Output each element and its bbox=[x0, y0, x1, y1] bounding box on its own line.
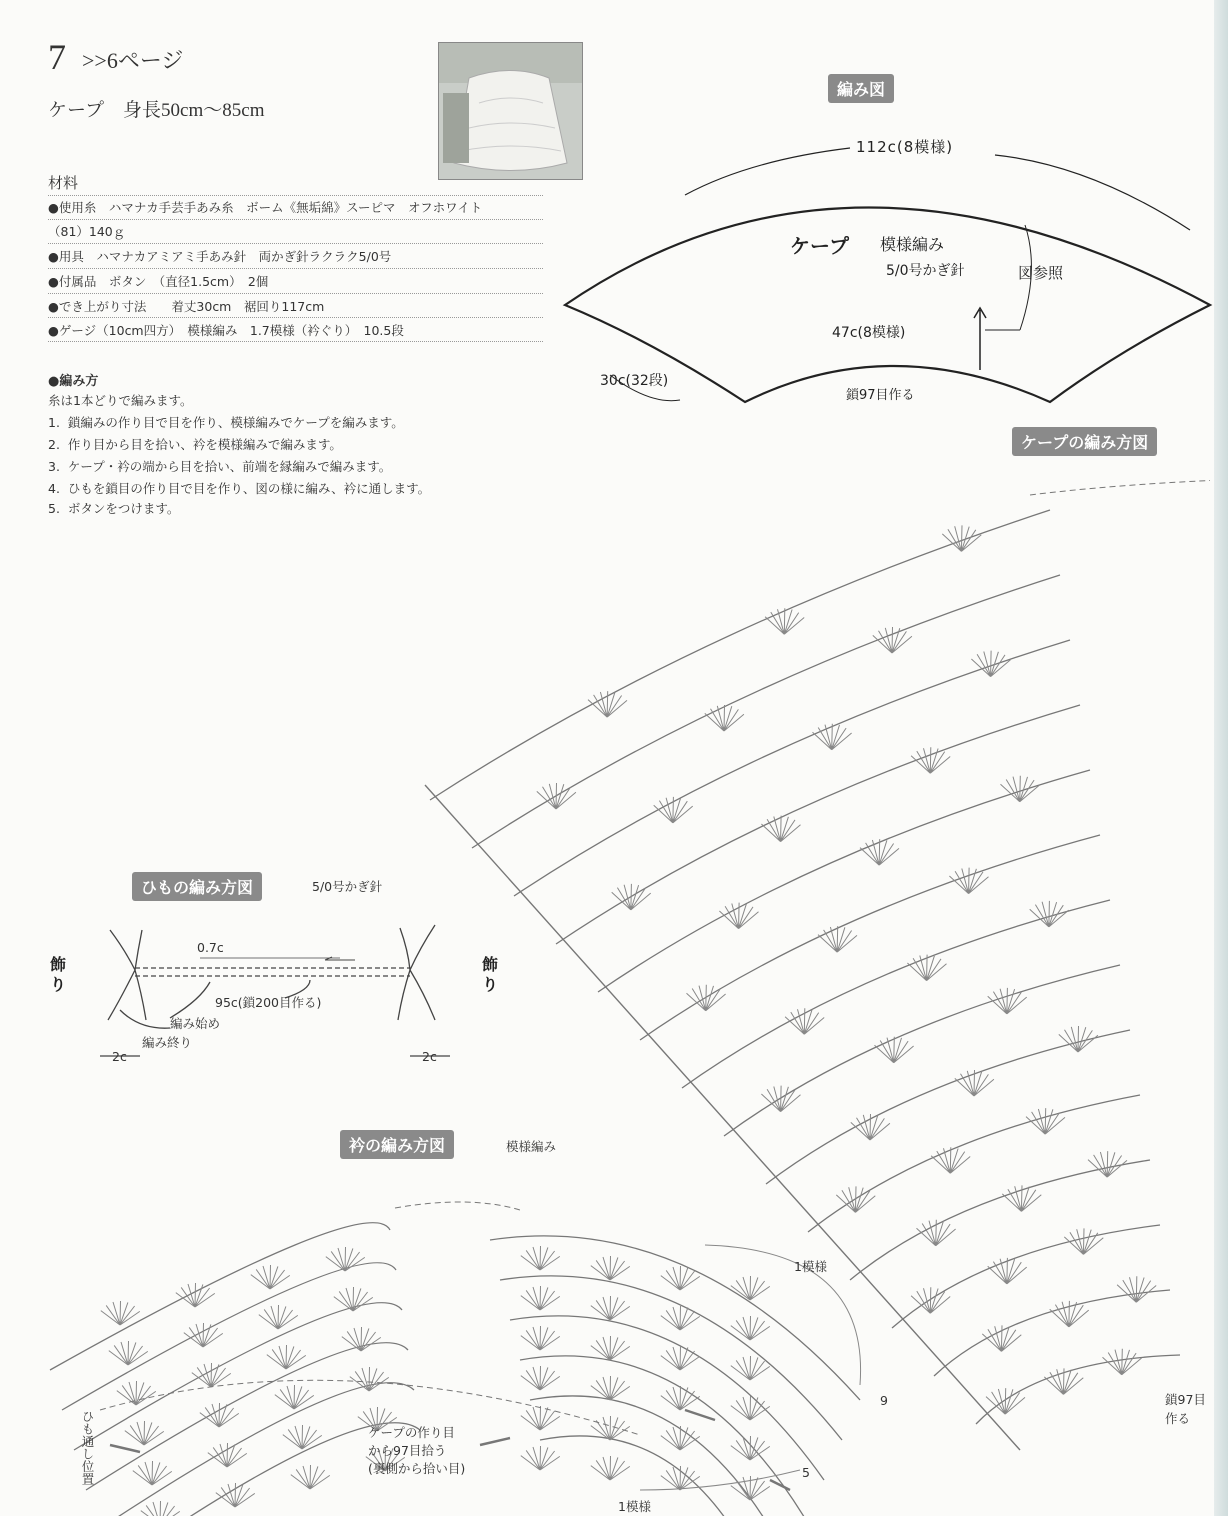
method-line: 1. 鎖編みの作り目で目を作り、模様編みでケープを編みます。 bbox=[48, 415, 404, 430]
cord-left-size: 2c bbox=[112, 1049, 127, 1064]
pattern-label: 模様編み bbox=[880, 235, 945, 254]
collar-pattern-label: 模様編み bbox=[506, 1139, 557, 1154]
page-subtitle: ケープ 身長50cm～85cm bbox=[48, 100, 265, 121]
cord-position-label: ひも通し位置 bbox=[80, 1410, 95, 1485]
materials-row: ●用具 ハマナカアミアミ手あみ針 両かぎ針ラクラク5/0号 bbox=[48, 249, 392, 264]
divider bbox=[48, 317, 543, 318]
method-title: ●編み方 bbox=[48, 374, 99, 389]
foundation-label: 鎖97目作る bbox=[846, 388, 915, 403]
collar-repeat-bottom: 1模様 bbox=[618, 1499, 651, 1514]
materials-row: ●付属品 ボタン （直径1.5cm） 2個 bbox=[48, 274, 269, 289]
divider bbox=[48, 341, 543, 342]
divider bbox=[48, 293, 543, 294]
method-line: 糸は1本どりで編みます。 bbox=[48, 393, 193, 408]
cape-foundation-label-1: 鎖97目 bbox=[1165, 1392, 1206, 1407]
materials-row: ●でき上がり寸法 着丈30cm 裾回り117cm bbox=[48, 299, 325, 314]
collar-row-5: 5 bbox=[802, 1465, 810, 1480]
divider bbox=[48, 268, 543, 269]
collar-chart-badge: 衿の編み方図 bbox=[340, 1130, 454, 1159]
method-line: 3. ケープ・衿の端から目を拾い、前端を縁編みで編みます。 bbox=[48, 459, 392, 474]
method-line: 4. ひもを鎖目の作り目で目を作り、図の様に編み、衿に通します。 bbox=[48, 481, 431, 496]
collar-pickup-2: から97目拾う bbox=[368, 1443, 447, 1458]
divider bbox=[48, 219, 543, 220]
cape-chart-badge: ケープの編み方図 bbox=[1012, 427, 1157, 456]
page-number: 7 bbox=[48, 37, 66, 77]
cape-foundation-label-2: 作る bbox=[1165, 1411, 1191, 1426]
collar-pickup-1: ケープの作り目 bbox=[368, 1425, 455, 1440]
collar-repeat-top: 1模様 bbox=[794, 1259, 827, 1274]
collar-pickup-3: (裏側から拾い目) bbox=[368, 1461, 466, 1476]
schematic-badge: 編み図 bbox=[828, 74, 894, 103]
cord-start-label: 編み始め bbox=[170, 1016, 221, 1031]
page-reference: >>6ページ bbox=[82, 48, 184, 73]
neck-width-label: 47c(8模様) bbox=[832, 325, 906, 341]
materials-row: （81）140ｇ bbox=[48, 224, 126, 239]
ornament-left-label: 飾り bbox=[50, 955, 67, 994]
cord-right-size: 2c bbox=[422, 1049, 437, 1064]
see-chart-label: 図参照 bbox=[1018, 264, 1064, 282]
length-label: 30c(32段) bbox=[600, 373, 669, 389]
piece-name: ケープ bbox=[790, 234, 849, 258]
cord-length-label: 95c(鎖200目作る) bbox=[215, 995, 322, 1010]
collar-crochet-chart bbox=[40, 1190, 900, 1516]
ornament-right-label: 飾り bbox=[482, 955, 499, 994]
materials-row: ●ゲージ（10cm四方） 模様編み 1.7模様（衿ぐり） 10.5段 bbox=[48, 323, 404, 338]
cord-end-label: 編み終り bbox=[142, 1035, 193, 1050]
cord-hook-label: 5/0号かぎ針 bbox=[312, 879, 383, 894]
materials-title: 材料 bbox=[48, 174, 79, 192]
divider bbox=[48, 243, 543, 244]
materials-row: ●使用糸 ハマナカ手芸手あみ糸 ボーム《無垢綿》スーピマ オフホワイト bbox=[48, 200, 483, 215]
divider bbox=[48, 195, 543, 196]
hook-label: 5/0号かぎ針 bbox=[886, 263, 965, 279]
method-line: 2. 作り目から目を拾い、衿を模様編みで編みます。 bbox=[48, 437, 342, 452]
collar-row-9: 9 bbox=[880, 1393, 888, 1408]
cord-width-label: 0.7c bbox=[197, 940, 224, 955]
method-line: 5. ボタンをつけます。 bbox=[48, 501, 180, 516]
top-width-label: 112c(8模様) bbox=[856, 138, 954, 156]
cord-chart-badge: ひもの編み方図 bbox=[132, 872, 262, 901]
